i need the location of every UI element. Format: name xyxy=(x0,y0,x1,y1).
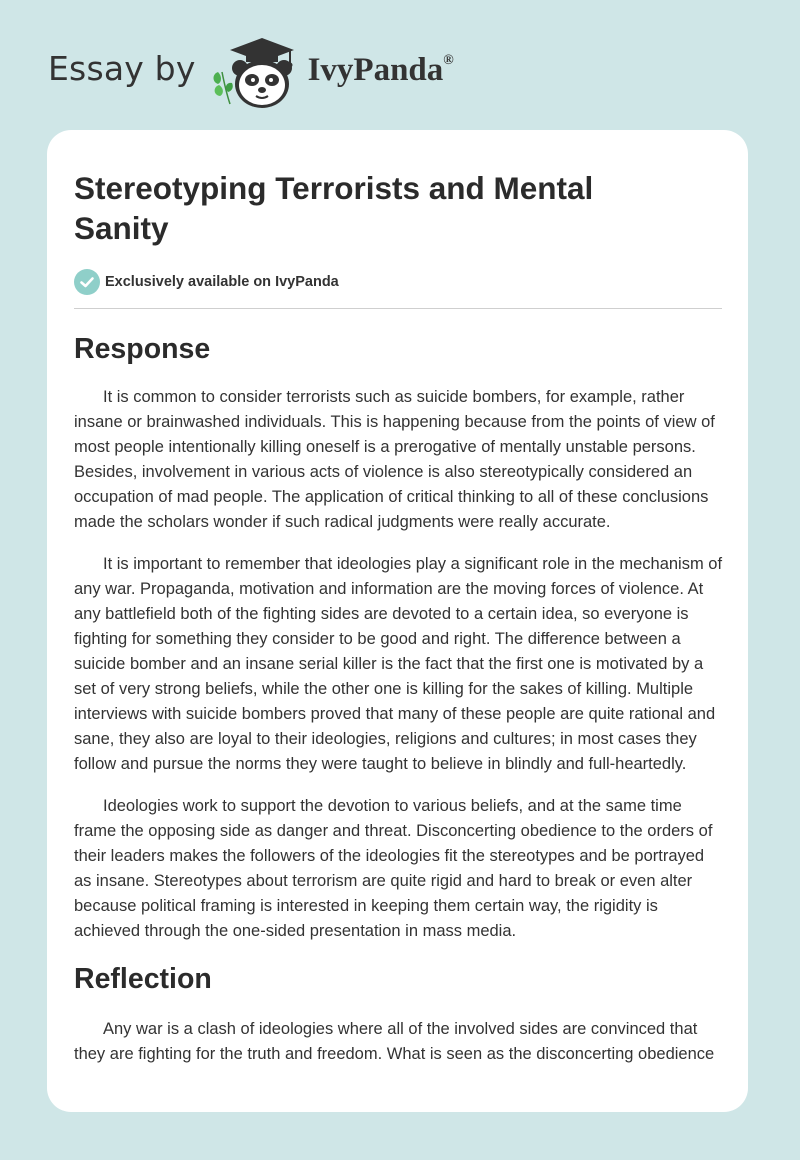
paragraph: Any war is a clash of ideologies where all of the involved sides are convinced that they are fighting for the truth and freedom. What is seen as the disconcerting obedience xyxy=(74,1020,715,1063)
title-divider xyxy=(74,308,722,309)
response-section xyxy=(74,331,722,944)
site-header xyxy=(48,32,454,112)
essay-card xyxy=(47,130,748,1112)
brand-name xyxy=(308,52,454,89)
exclusive-badge-text: Exclusively available on IvyPanda xyxy=(105,274,339,290)
paragraph: It is important to remember that ideologies play a significant role in the mechanism of any war. Propaganda, motivation and information are the moving forces of violence. At any battlefield both of the fighting sides are devoted to a certain idea, so everyone is fighting for something they consider to be good and right. The difference between a suicide bomber and an insane serial killer is the fact that the first one is motivated by a set of very strong beliefs, while the other one is killing for the sakes of killing. Multiple interviews with suicide bombers proved that many of these people are quite rational and sane, they also are loyal to their ideologies, religions and cultures; in most cases they follow and pursue the norms they were taught to believe in blindly and full-heartedly. xyxy=(74,555,723,773)
panda-face-icon xyxy=(232,60,292,108)
reflection-section xyxy=(74,961,722,1067)
ivy-leaves-icon xyxy=(213,72,232,104)
section-heading: Response xyxy=(74,333,211,365)
brand-name-text: IvyPanda xyxy=(307,51,444,88)
paragraph: Ideologies work to support the devotion to various beliefs, and at the same time frame the opposing side as danger and threat. Disconcerting obedience to the orders of their leaders makes the followers of the ideologies fit the stereotypes and be portrayed as insane. Stereotypes about terrorism are quite rigid and hard to break or even alter because political framing is interested in keeping them certain way, the rigidity is achieved through the one-sided presentation in mass media. xyxy=(74,797,713,940)
essay-title: Stereotyping Terrorists and Mental Sanity xyxy=(74,170,594,246)
panda-graduate-logo-icon xyxy=(210,32,306,112)
brand-prefix: Essay by xyxy=(48,48,196,88)
paragraph: It is common to consider terrorists such as suicide bombers, for example, rather insane or brainwashed individuals. This is happening because from the points of view of most people intentionally killing oneself is a prerogative of mentally unstable persons. Besides, involvement in various acts of violence is also stereotypically considered an occupation of mad people. The application of critical thinking to all of these conclusions made the scholars wonder if such radical judgments were really accurate. xyxy=(74,388,715,531)
exclusive-badge xyxy=(74,269,722,295)
check-circle-icon xyxy=(74,269,100,295)
registered-mark: ® xyxy=(443,52,454,68)
section-heading: Reflection xyxy=(74,963,212,995)
